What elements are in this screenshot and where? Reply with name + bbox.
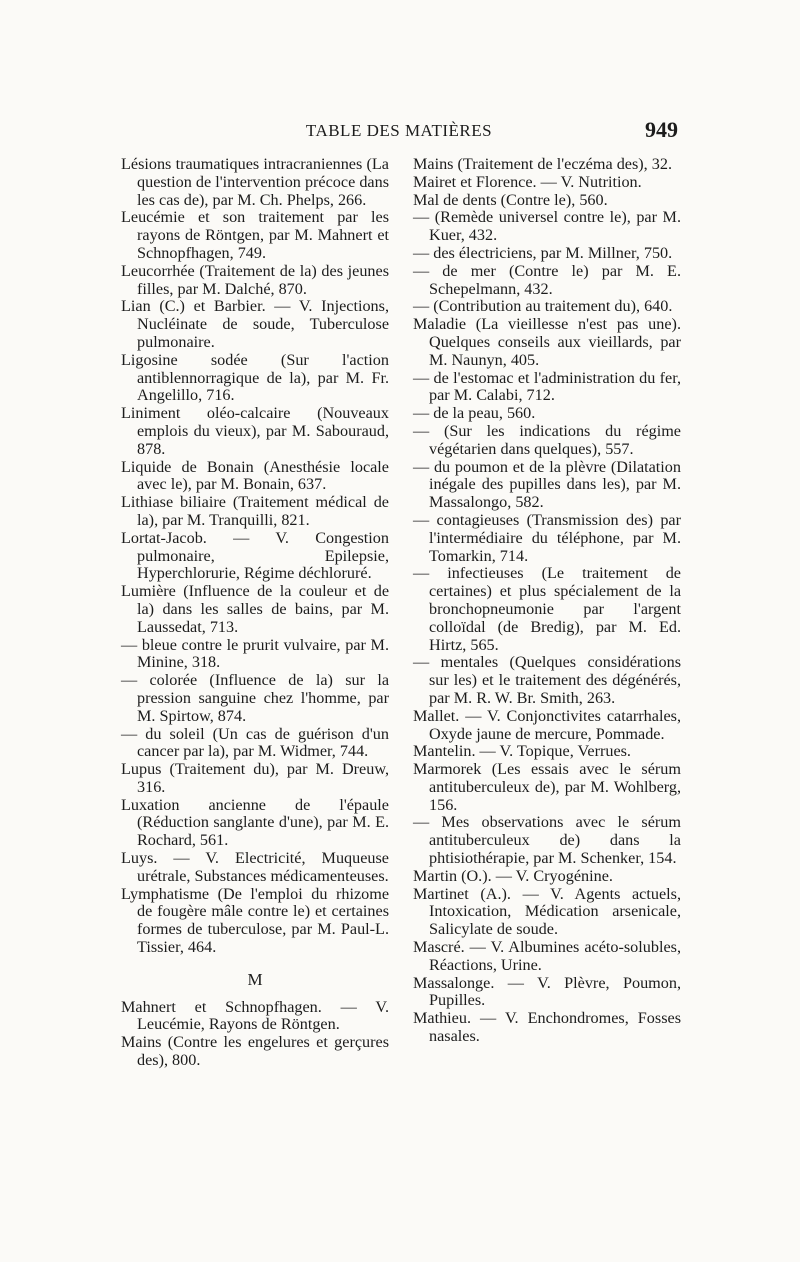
index-entry: Luxation ancienne de l'épaule (Réduction sanglante d'une), par M. E. Rochard, 561. [121, 795, 389, 850]
index-entry: — Mes observations avec le sérum antituberculeux de) dans la phtisiothérapie, par M. Schenker, 154. [413, 813, 681, 868]
index-entry: — infectieuses (Le traitement de certaines) et plus spécialement de la bronchopneumonie par l'argent colloïdal (de Bredig), par M. Ed. Hirtz, 565. [413, 564, 681, 654]
index-entry: Ligosine sodée (Sur l'action antiblennorragique de la), par M. Fr. Angelillo, 716. [121, 350, 389, 405]
index-entry: Mallet. — V. Conjonctivites catarrhales, Oxyde jaune de mercure, Pommade. [413, 706, 681, 743]
index-entry: — (Remède universel contre le), par M. Kuer, 432. [413, 208, 681, 245]
index-entry: — de l'estomac et l'administration du fer, par M. Calabi, 712. [413, 368, 681, 405]
index-entry: Marmorek (Les essais avec le sérum antituberculeux de), par M. Wohlberg, 156. [413, 760, 681, 814]
index-entry: Martinet (A.). — V. Agents actuels, Intoxication, Médication arsenicale, Salicylate de soude. [413, 884, 681, 939]
index-entry: Mairet et Florence. — V. Nutrition. [413, 172, 642, 191]
index-entry: — mentales (Quelques considérations sur les) et le traitement des dégénérés, par M. R. W. Br. Smith, 263. [413, 653, 681, 707]
right-column [413, 156, 681, 1046]
left-column [121, 156, 389, 1070]
index-entry: Leucorrhée (Traitement de la) des jeunes filles, par M. Dalché, 870. [121, 261, 389, 298]
index-entry: — contagieuses (Transmission des) par l'intermédiaire du téléphone, par M. Tomarkin, 714. [413, 510, 681, 565]
index-entry: Maladie (La vieillesse n'est pas une). Quelques conseils aux vieillards, par M. Naunyn, 405. [413, 315, 681, 369]
index-entry: Lumière (Influence de la couleur et de la) dans les salles de bains, par M. Laussedat, 713. [121, 582, 389, 636]
index-entry: — du soleil (Un cas de guérison d'un cancer par la), par M. Widmer, 744. [121, 724, 389, 761]
index-entry: Lian (C.) et Barbier. — V. Injections, Nucléinate de soude, Tuberculose pulmonaire. [121, 297, 389, 351]
index-entry: Lithiase biliaire (Traitement médical de la), par M. Tranquilli, 821. [121, 493, 389, 529]
index-entry: Lésions traumatiques intracraniennes (La question de l'intervention précoce dans les cas de), par M. Ch. Phelps, 266. [121, 155, 389, 209]
index-entry: Lupus (Traitement du), par M. Dreuw, 316. [121, 760, 389, 796]
page-header [120, 117, 678, 145]
index-entry: Luys. — V. Electricité, Muqueuse urétrale, Substances médicamenteuses. [121, 849, 389, 885]
index-entry: — bleue contre le prurit vulvaire, par M. Minine, 318. [121, 635, 389, 672]
index-entry: Massalonge. — V. Plèvre, Poumon, Pupilles. [413, 973, 681, 1010]
index-entry: — de mer (Contre le) par M. E. Schepelmann, 432. [413, 261, 681, 298]
index-entry: Mantelin. — V. Topique, Verrues. [413, 742, 631, 761]
index-entry: Liniment oléo-calcaire (Nouveaux emplois du vieux), par M. Sabouraud, 878. [121, 404, 389, 458]
index-entry: Mains (Traitement de l'eczéma des), 32. [413, 155, 672, 173]
index-entry: — des électriciens, par M. Millner, 750. [413, 243, 673, 262]
index-entry: Mathieu. — V. Enchondromes, Fosses nasales. [413, 1009, 681, 1046]
index-entry: Lortat-Jacob. — V. Congestion pulmonaire, Epilepsie, Hyperchlorurie, Régime déchloruré. [121, 528, 389, 583]
index-entry: Lymphatisme (De l'emploi du rhizome de fougère mâle contre le) et certaines formes de tuberculose, par M. Paul-L. Tissier, 464. [121, 884, 389, 957]
index-entry: Mascré. — V. Albumines acéto-solubles, Réactions, Urine. [413, 938, 681, 974]
page-number: 949 [645, 117, 678, 142]
index-entry: Leucémie et son traitement par les rayons de Röntgen, par M. Mahnert et Schnopfhagen, 749. [121, 208, 389, 262]
index-entry: — (Contribution au traitement du), 640. [413, 297, 673, 316]
running-title: TABLE DES MATIÈRES [305, 121, 493, 140]
index-entry: — du poumon et de la plèvre (Dilatation inégale des pupilles dans les), par M. Massalongo, 582. [413, 457, 681, 512]
index-entry: — (Sur les indications du régime végétarien dans quelques), 557. [413, 421, 681, 458]
index-entry: Mahnert et Schnopfhagen. — V. Leucémie, Rayons de Röntgen. [121, 997, 389, 1034]
index-entry: — de la peau, 560. [413, 404, 536, 423]
index-entry: Mal de dents (Contre le), 560. [413, 190, 608, 209]
index-entry: Mains (Contre les engelures et gerçures des), 800. [121, 1033, 389, 1070]
section-letter: M [247, 969, 263, 989]
index-entry: Liquide de Bonain (Anesthésie locale avec le), par M. Bonain, 637. [121, 457, 389, 494]
index-entry: Martin (O.). — V. Cryogénine. [413, 866, 613, 885]
index-entry: — colorée (Influence de la) sur la pression sanguine chez l'homme, par M. Spirtow, 874. [121, 671, 389, 725]
